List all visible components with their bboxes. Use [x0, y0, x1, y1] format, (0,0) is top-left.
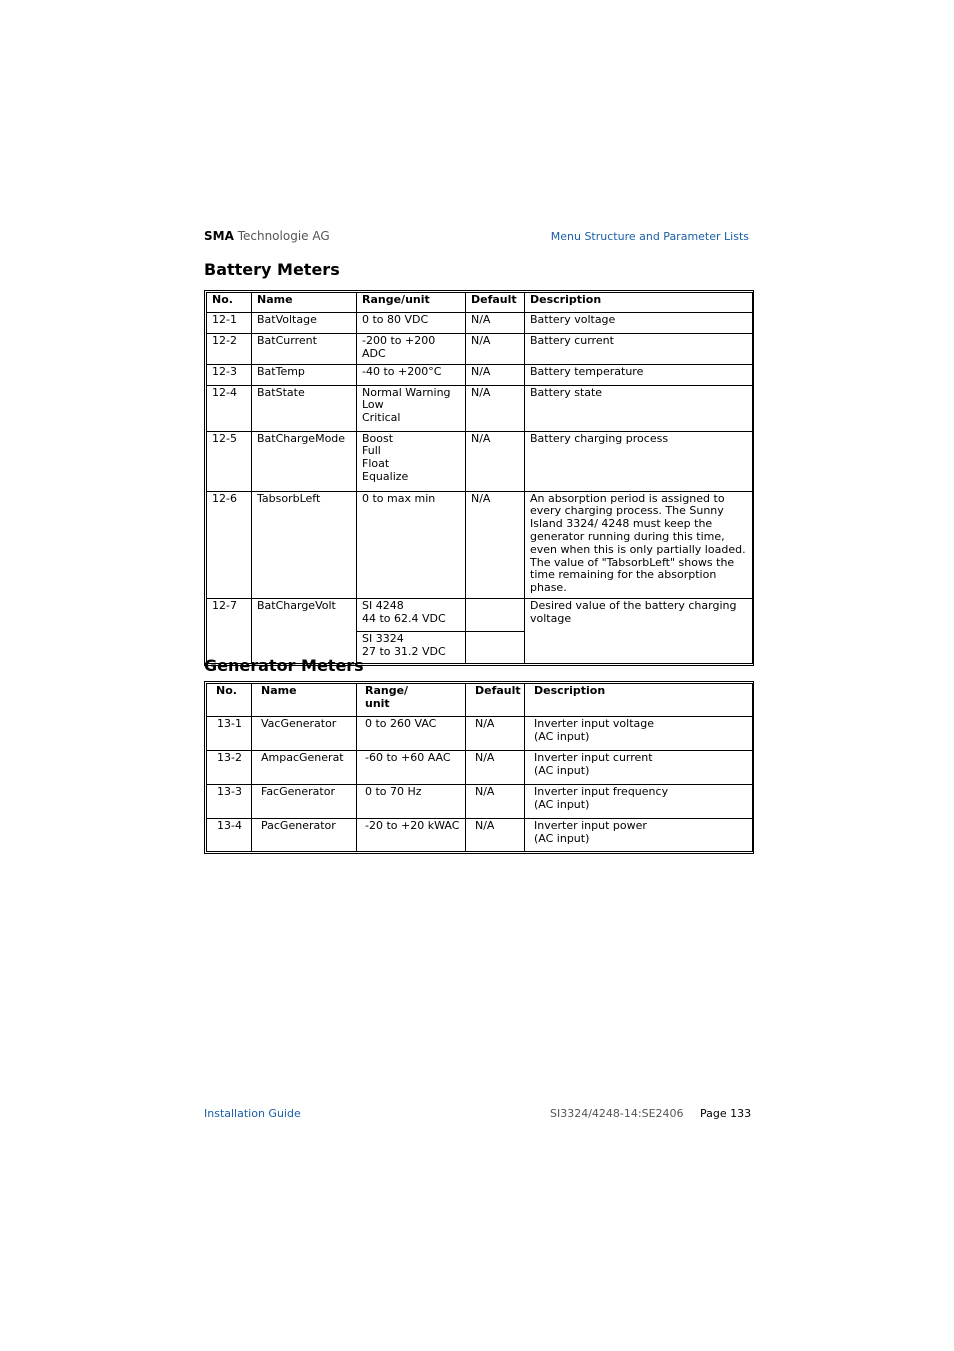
- cell-default: N/A: [466, 313, 525, 334]
- cell-description: Battery current: [525, 334, 753, 365]
- cell-name: TabsorbLeft: [252, 491, 357, 598]
- cell-no: 13-1: [207, 717, 252, 751]
- table-row: [207, 334, 753, 365]
- table-row: [207, 364, 753, 385]
- range-line: Float: [362, 457, 390, 471]
- cell-name: PacGenerator: [252, 819, 357, 852]
- column-header-default: Default: [466, 684, 525, 717]
- cell-description: Battery temperature: [525, 364, 753, 385]
- cell-range: -20 to +20 kWAC: [357, 819, 466, 852]
- cell-description: Battery charging process: [525, 431, 753, 491]
- battery-meters-table: [206, 292, 753, 664]
- table-row: [207, 431, 753, 491]
- column-header-name: Name: [252, 293, 357, 313]
- cell-description: Battery state: [525, 385, 753, 431]
- cell-no: 12-5: [207, 431, 252, 491]
- footer-document-id: SI3324/4248-14:SE2406: [550, 1107, 684, 1120]
- range-line: 27 to 31.2 VDC: [362, 644, 446, 658]
- cell-description: [525, 717, 753, 751]
- battery-meters-table-frame: [204, 290, 754, 666]
- column-header-default: Default: [466, 293, 525, 313]
- header-line: unit: [365, 696, 390, 710]
- range-line: Critical: [362, 411, 401, 425]
- range-line: Full: [362, 444, 381, 458]
- column-header-no: No.: [207, 293, 252, 313]
- cell-name: BatVoltage: [252, 313, 357, 334]
- range-line: Low: [362, 398, 384, 412]
- range-line: Equalize: [362, 469, 409, 483]
- cell-range: 0 to 70 Hz: [357, 785, 466, 819]
- company-name: Technologie AG: [237, 229, 330, 243]
- generator-meters-table-frame: [204, 681, 754, 854]
- column-header-range: Range/unit: [357, 293, 466, 313]
- cell-range: [357, 631, 466, 663]
- description-line: (AC input): [534, 831, 590, 845]
- cell-range: -40 to +200°C: [357, 364, 466, 385]
- cell-no: 12-4: [207, 385, 252, 431]
- brand-name: SMA: [204, 229, 234, 243]
- cell-range: -200 to +200 ADC: [357, 334, 466, 365]
- cell-default: N/A: [466, 431, 525, 491]
- cell-range: [357, 598, 466, 631]
- column-header-no: No.: [207, 684, 252, 717]
- description-line: Inverter input current: [534, 751, 653, 764]
- range-line: Boost: [362, 431, 394, 445]
- cell-default: N/A: [466, 819, 525, 852]
- cell-no: 13-4: [207, 819, 252, 852]
- column-header-name: Name: [252, 684, 357, 717]
- cell-name: BatState: [252, 385, 357, 431]
- cell-default: [466, 598, 525, 631]
- cell-description: [525, 785, 753, 819]
- battery-meters-title: Battery Meters: [204, 260, 340, 279]
- page-header-section: Menu Structure and Parameter Lists: [550, 230, 749, 243]
- cell-no: 12-6: [207, 491, 252, 598]
- description-line: Inverter input frequency: [534, 785, 669, 798]
- cell-description: [525, 751, 753, 785]
- header-line: Range/: [365, 684, 409, 697]
- cell-range: -60 to +60 AAC: [357, 751, 466, 785]
- cell-range: 0 to max min: [357, 491, 466, 598]
- table-row: [207, 819, 753, 852]
- cell-description: Battery voltage: [525, 313, 753, 334]
- table-row: [207, 491, 753, 598]
- page-header-company: [204, 229, 330, 243]
- cell-no: 13-3: [207, 785, 252, 819]
- cell-range: [357, 385, 466, 431]
- description-line: (AC input): [534, 763, 590, 777]
- cell-name: FacGenerator: [252, 785, 357, 819]
- cell-name: BatTemp: [252, 364, 357, 385]
- cell-default: N/A: [466, 717, 525, 751]
- cell-no: 12-3: [207, 364, 252, 385]
- table-row: [207, 598, 753, 631]
- range-line: Normal Warning: [362, 385, 451, 399]
- cell-default: N/A: [466, 334, 525, 365]
- cell-name: VacGenerator: [252, 717, 357, 751]
- cell-description: [525, 819, 753, 852]
- table-row: [207, 385, 753, 431]
- cell-no: 12-1: [207, 313, 252, 334]
- cell-no: 13-2: [207, 751, 252, 785]
- table-row: [207, 717, 753, 751]
- table-header-row: [207, 293, 753, 313]
- range-line: SI 3324: [362, 631, 404, 645]
- cell-no: 12-7: [207, 598, 252, 663]
- table-row: [207, 751, 753, 785]
- column-header-description: Description: [525, 293, 753, 313]
- table-header-row: [207, 684, 753, 717]
- table-row: [207, 313, 753, 334]
- description-line: Inverter input power: [534, 819, 647, 832]
- cell-name: BatChargeMode: [252, 431, 357, 491]
- description-line: (AC input): [534, 797, 590, 811]
- cell-range: [357, 431, 466, 491]
- description-line: Inverter input voltage: [534, 717, 655, 730]
- description-line: (AC input): [534, 729, 590, 743]
- cell-default: [466, 631, 525, 663]
- range-line: SI 4248: [362, 598, 404, 612]
- footer-page-number: Page 133: [700, 1107, 752, 1120]
- cell-default: N/A: [466, 364, 525, 385]
- cell-default: N/A: [466, 785, 525, 819]
- cell-no: 12-2: [207, 334, 252, 365]
- cell-name: AmpacGenerat: [252, 751, 357, 785]
- column-header-range: [357, 684, 466, 717]
- cell-range: 0 to 260 VAC: [357, 717, 466, 751]
- footer-guide-title: Installation Guide: [204, 1107, 301, 1120]
- range-line: 44 to 62.4 VDC: [362, 611, 446, 625]
- generator-meters-title: Generator Meters: [204, 656, 364, 675]
- cell-default: N/A: [466, 385, 525, 431]
- cell-range: 0 to 80 VDC: [357, 313, 466, 334]
- column-header-description: Description: [525, 684, 753, 717]
- cell-name: BatCurrent: [252, 334, 357, 365]
- cell-description: An absorption period is assigned to every charging process. The Sunny Island 3324/ 4248 must keep the generator running during this time, even when this is only partially loaded. The value of "TabsorbLeft" shows the time remaining for the absorption phase.: [525, 491, 753, 598]
- generator-meters-table: [206, 683, 753, 852]
- cell-description: Desired value of the battery charging voltage: [525, 598, 753, 663]
- cell-name: BatChargeVolt: [252, 598, 357, 663]
- cell-default: N/A: [466, 751, 525, 785]
- table-row: [207, 785, 753, 819]
- cell-default: N/A: [466, 491, 525, 598]
